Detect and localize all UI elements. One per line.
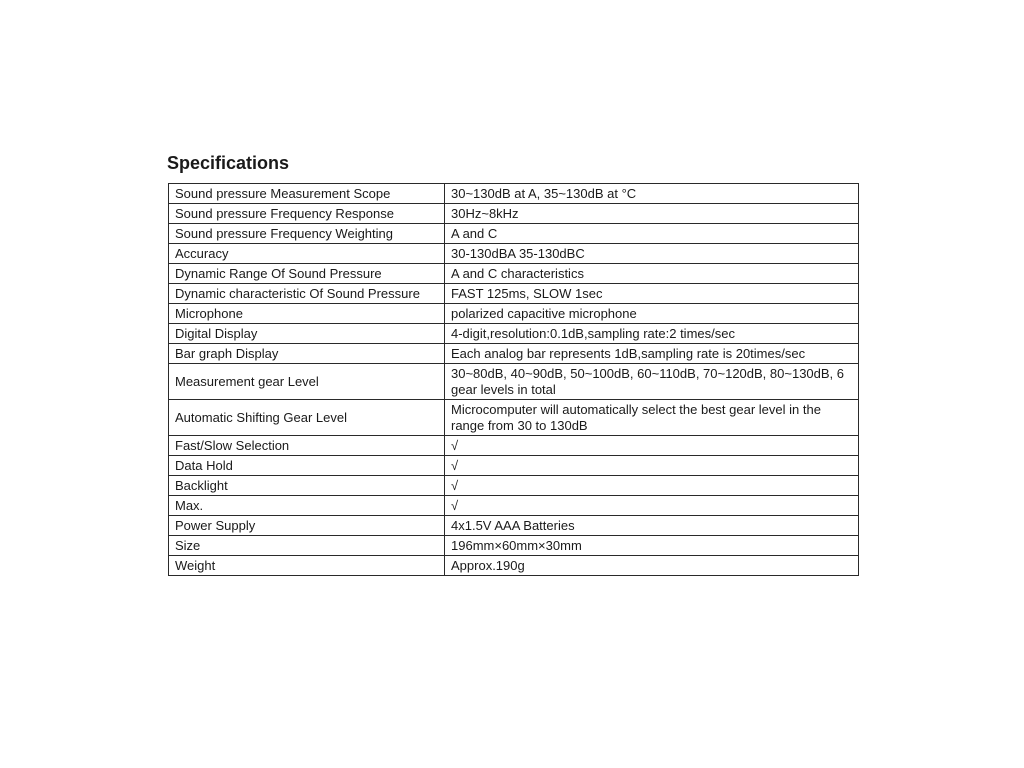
spec-label: Backlight	[169, 476, 445, 496]
spec-value: 196mm×60mm×30mm	[445, 536, 859, 556]
spec-label: Size	[169, 536, 445, 556]
page-title: Specifications	[167, 153, 290, 173]
table-row	[169, 516, 859, 536]
spec-label: Sound pressure Frequency Response	[169, 204, 445, 224]
spec-label: Weight	[169, 556, 445, 576]
spec-label: Dynamic characteristic Of Sound Pressure	[169, 284, 445, 304]
spec-value: √	[445, 496, 859, 516]
spec-value: Approx.190g	[445, 556, 859, 576]
table-row	[169, 284, 859, 304]
table-row	[169, 556, 859, 576]
table-row	[169, 400, 859, 436]
spec-value: FAST 125ms, SLOW 1sec	[445, 284, 859, 304]
spec-label: Sound pressure Measurement Scope	[169, 184, 445, 204]
table-row	[169, 224, 859, 244]
spec-value: √	[445, 436, 859, 456]
table-row	[169, 436, 859, 456]
spec-value: √	[445, 476, 859, 496]
table-row	[169, 304, 859, 324]
spec-value: 30Hz~8kHz	[445, 204, 859, 224]
table-row	[169, 476, 859, 496]
spec-value: polarized capacitive microphone	[445, 304, 859, 324]
spec-value: A and C characteristics	[445, 264, 859, 284]
spec-value: Each analog bar represents 1dB,sampling rate is 20times/sec	[445, 344, 859, 364]
table-row	[169, 496, 859, 516]
table-row	[169, 264, 859, 284]
spec-label: Data Hold	[169, 456, 445, 476]
spec-label: Automatic Shifting Gear Level	[169, 400, 445, 436]
table-row	[169, 244, 859, 264]
spec-value: √	[445, 456, 859, 476]
spec-value: 30~80dB, 40~90dB, 50~100dB, 60~110dB, 70~120dB, 80~130dB, 6 gear levels in total	[445, 364, 859, 400]
spec-label: Dynamic Range Of Sound Pressure	[169, 264, 445, 284]
spec-label: Power Supply	[169, 516, 445, 536]
table-row	[169, 364, 859, 400]
spec-value: 30-130dBA 35-130dBC	[445, 244, 859, 264]
table-row	[169, 536, 859, 556]
table-row	[169, 204, 859, 224]
spec-label: Fast/Slow Selection	[169, 436, 445, 456]
spec-value: 4-digit,resolution:0.1dB,sampling rate:2 times/sec	[445, 324, 859, 344]
spec-label: Bar graph Display	[169, 344, 445, 364]
spec-value: A and C	[445, 224, 859, 244]
spec-value: 4x1.5V AAA Batteries	[445, 516, 859, 536]
table-row	[169, 456, 859, 476]
spec-label: Max.	[169, 496, 445, 516]
table-row	[169, 184, 859, 204]
spec-label: Accuracy	[169, 244, 445, 264]
spec-value: 30~130dB at A, 35~130dB at °C	[445, 184, 859, 204]
spec-label: Measurement gear Level	[169, 364, 445, 400]
table-row	[169, 324, 859, 344]
spec-label: Microphone	[169, 304, 445, 324]
specifications-table	[168, 183, 859, 576]
spec-label: Digital Display	[169, 324, 445, 344]
spec-value: Microcomputer will automatically select the best gear level in the range from 30 to 130dB	[445, 400, 859, 436]
table-row	[169, 344, 859, 364]
spec-label: Sound pressure Frequency Weighting	[169, 224, 445, 244]
